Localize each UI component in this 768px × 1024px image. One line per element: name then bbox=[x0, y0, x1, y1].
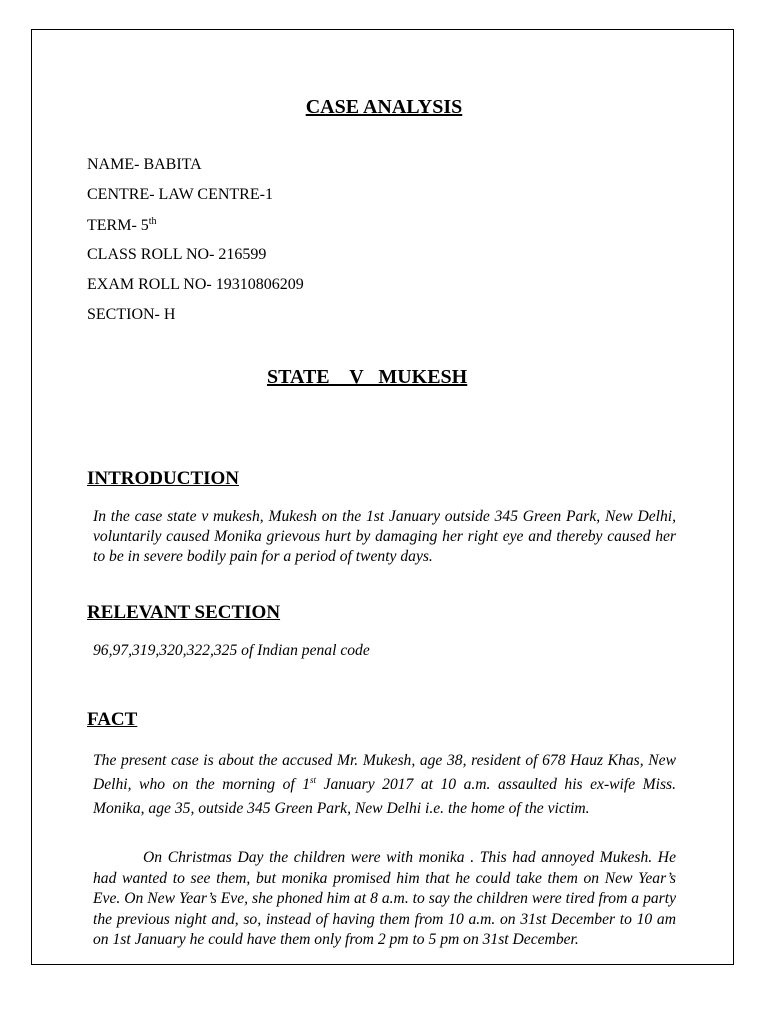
student-centre: CENTRE- LAW CENTRE-1 bbox=[87, 186, 273, 203]
fact-paragraph-1-part1: The present case is about the accused Mr. Mukesh, age 38, resident of 678 Hauz Khas, New Delhi, who on the morning of 1 bbox=[93, 752, 676, 793]
student-section: SECTION- H bbox=[87, 306, 176, 323]
fact-heading: FACT bbox=[87, 709, 138, 730]
term-text: TERM- 5 bbox=[87, 217, 149, 234]
term-superscript: th bbox=[148, 216, 157, 227]
introduction-heading: INTRODUCTION bbox=[87, 468, 240, 489]
introduction-text: In the case state v mukesh, Mukesh on the 1st January outside 345 Green Park, New Delhi, voluntarily caused Monika grievous hurt by damaging her right eye and thereby caused her to be in severe bodily pain for a period of twenty days. bbox=[93, 508, 676, 565]
case-title: STATE V MUKESH bbox=[267, 366, 468, 388]
student-term bbox=[87, 216, 157, 236]
fact-paragraph-1-superscript: st bbox=[310, 775, 317, 785]
relevant-section-heading: RELEVANT SECTION bbox=[87, 602, 281, 623]
fact-paragraph-2: On Christmas Day the children were with monika . This had annoyed Mukesh. He had wanted to see them, but monika promised him that he could take them on New Year’s Eve. On New Year’s Eve, she phoned him at 8 a.m. to say the children were tired from a party the previous night and, so, instead of having them from 10 a.m. on 31st December to 10 am on 1st January he could have them only from 2 pm to 5 pm on 31st December. bbox=[93, 849, 676, 948]
exam-roll-number: EXAM ROLL NO- 19310806209 bbox=[87, 276, 304, 293]
fact-paragraph-1-part2: January 2017 at 10 a.m. assaulted his ex-wife Miss. Monika, age 35, outside 345 Green Park, New Delhi i.e. the home of the victim. bbox=[93, 776, 676, 817]
relevant-section-text: 96,97,319,320,322,325 of Indian penal code bbox=[93, 642, 370, 659]
student-name: NAME- BABITA bbox=[87, 156, 202, 173]
document-title: CASE ANALYSIS bbox=[305, 96, 463, 118]
class-roll-number: CLASS ROLL NO- 216599 bbox=[87, 246, 267, 263]
fact-paragraph-1 bbox=[93, 749, 676, 821]
